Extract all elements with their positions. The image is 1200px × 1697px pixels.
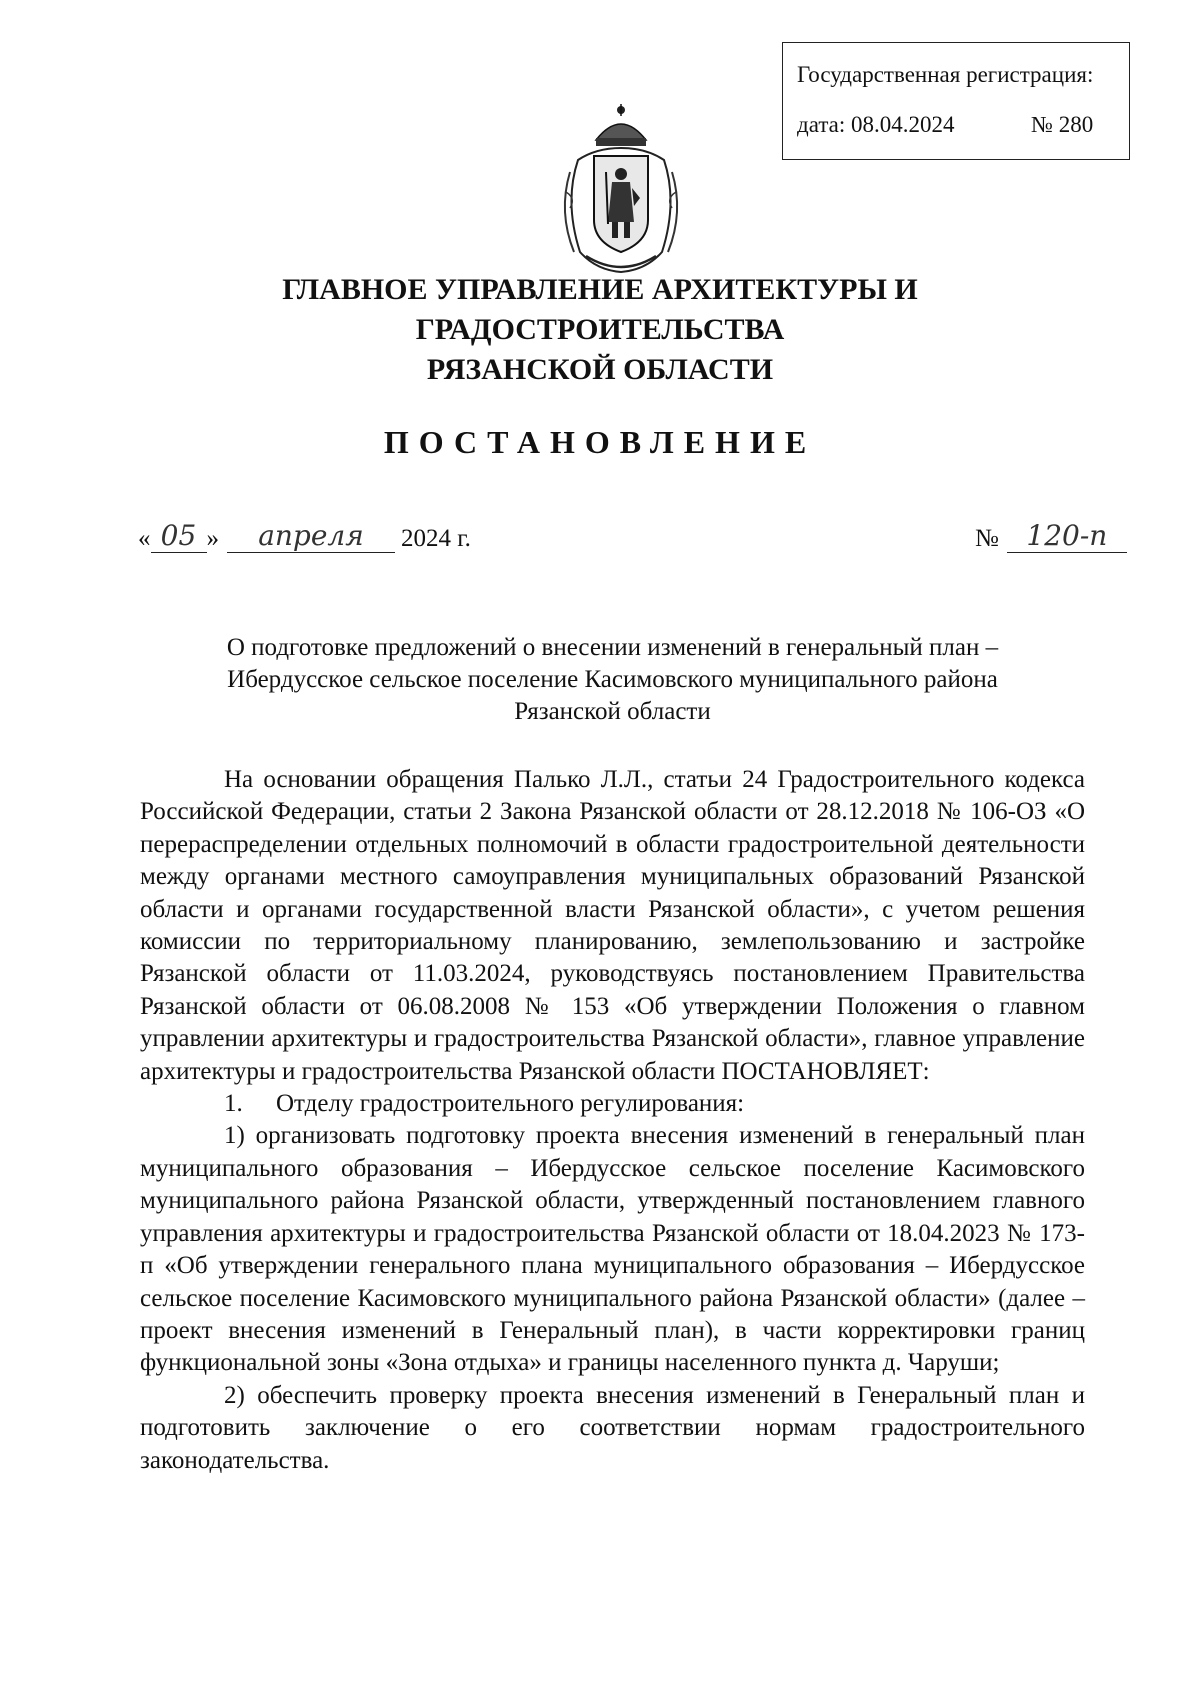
decree-body xyxy=(140,764,1085,1477)
decree-subject xyxy=(140,632,1085,728)
registration-stamp xyxy=(782,42,1130,160)
subject-line-2: Ибердусское сельское поселение Касимовского муниципального района xyxy=(227,666,998,693)
subject-line-1: О подготовке предложений о внесении изменений в генеральный план – xyxy=(226,634,999,661)
subitem-1-paragraph: 1) организовать подготовку проекта внесения изменений в генеральный план муниципального образования – Ибердусское сельское поселение Касимовского муниципального района Рязанской области, утвержденный постановлением главного управления архитектуры и градостроительства Рязанской области от 18.04.2023 № 173-п «Об утверждении генерального плана муниципального образования – Ибердусское сельское поселение Касимовского муниципального района Рязанской области» (далее – проект внесения изменений в Генеральный план), в части корректировки границ функциональной зоны «Зона отдыха» и границы населенного пункта д. Чаруши; xyxy=(140,1122,1085,1377)
decree-date xyxy=(138,520,471,553)
item-1-text: Отделу градостроительного регулирования: xyxy=(276,1090,745,1118)
organization-line-1: ГЛАВНОЕ УПРАВЛЕНИЕ АРХИТЕКТУРЫ И ГРАДОСТРОИТЕЛЬСТВА xyxy=(282,273,918,346)
preamble-paragraph: На основании обращения Палько Л.Л., статьи 24 Градостроительного кодекса Российской Федерации, статьи 2 Закона Рязанской области от 28.12.2018 № 106-ОЗ «О перераспределении отдельных полномочий в области градостроительной деятельности между органами местного самоуправления муниципальных образований Рязанской области и органами государственной власти Рязанской области», с учетом решения комиссии по территориальному планированию, землепользованию и застройке Рязанской области от 11.03.2024, руководствуясь постановлением Правительства Рязанской области от 06.08.2008 № 153 «Об утверждении Положения о главном управлении архитектуры и градостроительства Рязанской области», главное управление архитектуры и градостроительства Рязанской области ПОСТАНОВЛЯЕТ: xyxy=(140,766,1085,1085)
registration-title: Государственная регистрация: xyxy=(797,62,1094,87)
subject-line-3: Рязанской области xyxy=(514,698,711,725)
organization-name xyxy=(120,270,1080,390)
subitem-2-paragraph: 2) обеспечить проверку проекта внесения изменений в Генеральный план и подготовить заключение о его соответствии нормам градостроительного законодательства. xyxy=(140,1381,1085,1474)
registration-date: дата: 08.04.2024 xyxy=(797,112,955,137)
decree-title: ПОСТАНОВЛЕНИЕ xyxy=(383,424,817,460)
registration-number: № 280 xyxy=(1031,112,1094,137)
date-open-quote: « xyxy=(138,525,151,552)
decree-number xyxy=(975,520,1127,553)
organization-line-2: РЯЗАНСКОЙ ОБЛАСТИ xyxy=(426,353,774,386)
item-1 xyxy=(140,1088,1085,1120)
date-close-quote: » xyxy=(206,525,219,552)
date-month-handwritten: апреля xyxy=(227,520,395,553)
number-label: № xyxy=(975,525,999,552)
date-year: 2024 г. xyxy=(401,525,471,552)
item-1-number: 1. xyxy=(224,1090,243,1118)
ryazan-coat-of-arms-icon xyxy=(556,102,686,274)
date-day-handwritten: 05 xyxy=(151,520,207,553)
number-handwritten: 120-п xyxy=(1007,520,1127,553)
